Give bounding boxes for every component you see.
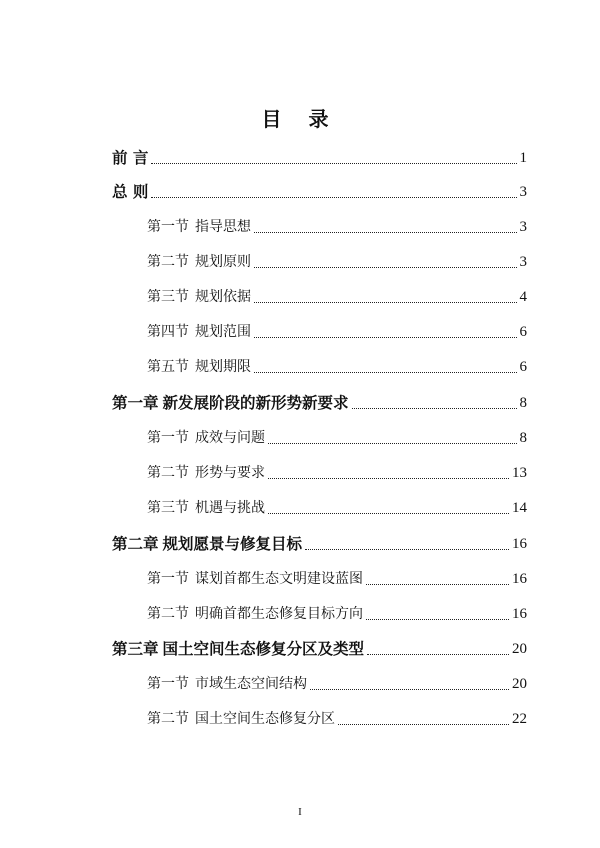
dot-leader — [366, 618, 509, 620]
toc-entry-label: 成效与问题 — [195, 430, 265, 446]
toc-page-number: 4 — [519, 289, 527, 305]
toc-page-number: 6 — [519, 324, 527, 340]
dot-leader — [305, 548, 509, 550]
toc-entry[interactable] — [147, 462, 527, 484]
toc-entry[interactable] — [147, 321, 527, 343]
toc-entry-label: 指导思想 — [195, 219, 251, 235]
toc-entry-title — [147, 216, 251, 238]
toc-entry-number: 第一节 — [147, 430, 189, 446]
dot-leader — [268, 477, 509, 479]
toc-entry[interactable] — [147, 356, 527, 378]
dot-leader — [254, 336, 517, 338]
toc-entry-label: 国土空间生态修复分区及类型 — [162, 639, 365, 658]
dot-leader — [268, 442, 517, 444]
toc-entry[interactable] — [147, 497, 527, 519]
toc-entry-number: 第一节 — [147, 219, 189, 235]
dot-leader — [151, 162, 516, 164]
toc-entry-title — [147, 497, 265, 519]
toc-entry[interactable] — [147, 708, 527, 730]
toc-entry-label: 规划愿景与修复目标 — [162, 534, 303, 553]
toc-entry-label: 机遇与挑战 — [195, 500, 265, 516]
toc-page-number: 8 — [519, 395, 527, 411]
toc-page-number: 3 — [519, 219, 527, 235]
toc-page-number: 16 — [512, 606, 527, 622]
toc-entry-title — [147, 427, 265, 449]
toc-entry-number: 第一节 — [147, 571, 189, 587]
toc-entry-label: 总 则 — [112, 182, 149, 201]
toc-entry-title — [112, 392, 349, 414]
toc-entry[interactable] — [112, 181, 527, 203]
toc-entry-number: 第三节 — [147, 289, 189, 305]
toc-entry-number: 第五节 — [147, 359, 189, 375]
toc-entry-title — [147, 286, 251, 308]
toc-entry-number: 第二节 — [147, 465, 189, 481]
toc-entry-number: 第二节 — [147, 254, 189, 270]
dot-leader — [254, 301, 517, 303]
toc-entry-title — [112, 533, 302, 555]
toc-page-number: 16 — [512, 536, 527, 552]
dot-leader — [310, 688, 509, 690]
toc-entry-title — [147, 356, 251, 378]
toc-page-number: 6 — [519, 359, 527, 375]
toc-entry-label: 规划范围 — [195, 324, 251, 340]
toc-entry-title — [147, 321, 251, 343]
toc-entry-number: 第一节 — [147, 676, 189, 692]
dot-leader — [352, 407, 517, 409]
dot-leader — [254, 231, 517, 233]
toc-entry-label: 新发展阶段的新形势新要求 — [162, 393, 349, 412]
toc-entry-number: 第二节 — [147, 606, 189, 622]
toc-entry-number: 第三章 — [112, 639, 159, 658]
dot-leader — [268, 512, 509, 514]
toc-page-number: 3 — [519, 254, 527, 270]
toc-title: 目 录 — [261, 107, 339, 131]
dot-leader — [366, 583, 509, 585]
toc-entry-title — [147, 251, 251, 273]
toc-entry-title — [112, 147, 148, 169]
toc-page-number: 13 — [512, 465, 527, 481]
toc-entry[interactable] — [147, 251, 527, 273]
page-footer-marker: I — [298, 806, 302, 818]
toc-entry[interactable] — [112, 147, 527, 169]
toc-page-number: 8 — [519, 430, 527, 446]
toc-entry[interactable] — [112, 533, 527, 555]
toc-entry-title — [112, 181, 148, 203]
toc-entry-label: 明确首都生态修复目标方向 — [195, 606, 363, 622]
toc-page-number: 20 — [512, 676, 527, 692]
toc-entry[interactable] — [112, 392, 527, 414]
toc-entry-number: 第三节 — [147, 500, 189, 516]
toc-entry[interactable] — [147, 286, 527, 308]
toc-page-number: 14 — [512, 500, 527, 516]
toc-entry-label: 前 言 — [112, 148, 149, 167]
toc-entry-title — [147, 462, 265, 484]
toc-entry[interactable] — [147, 568, 527, 590]
toc-page-number: 22 — [512, 711, 527, 727]
toc-entry-label: 国土空间生态修复分区 — [195, 711, 335, 727]
toc-entry[interactable] — [112, 638, 527, 660]
toc-page-number: 1 — [519, 150, 527, 166]
dot-leader — [254, 266, 517, 268]
toc-entry-label: 规划原则 — [195, 254, 251, 270]
toc-entry-label: 市域生态空间结构 — [195, 676, 307, 692]
toc-page-number: 20 — [512, 641, 527, 657]
toc-entry-label: 规划期限 — [195, 359, 251, 375]
toc-entry[interactable] — [147, 427, 527, 449]
dot-leader — [151, 196, 516, 198]
toc-entry-label: 谋划首都生态文明建设蓝图 — [195, 571, 363, 587]
toc-entry-label: 规划依据 — [195, 289, 251, 305]
dot-leader — [338, 723, 509, 725]
toc-entry-title — [112, 638, 364, 660]
toc-entry-title — [147, 708, 335, 730]
toc-entry-number: 第一章 — [112, 393, 159, 412]
toc-entry-label: 形势与要求 — [195, 465, 265, 481]
dot-leader — [254, 371, 517, 373]
toc-entry-number: 第四节 — [147, 324, 189, 340]
toc-entry-number: 第二章 — [112, 534, 159, 553]
toc-entry[interactable] — [147, 603, 527, 625]
toc-entry-title — [147, 673, 307, 695]
toc-entry-title — [147, 568, 363, 590]
dot-leader — [367, 653, 509, 655]
toc-entry[interactable] — [147, 216, 527, 238]
toc-page-number: 16 — [512, 571, 527, 587]
toc-entry-number: 第二节 — [147, 711, 189, 727]
toc-page-number: 3 — [519, 184, 527, 200]
toc-entry[interactable] — [147, 673, 527, 695]
toc-entry-title — [147, 603, 363, 625]
